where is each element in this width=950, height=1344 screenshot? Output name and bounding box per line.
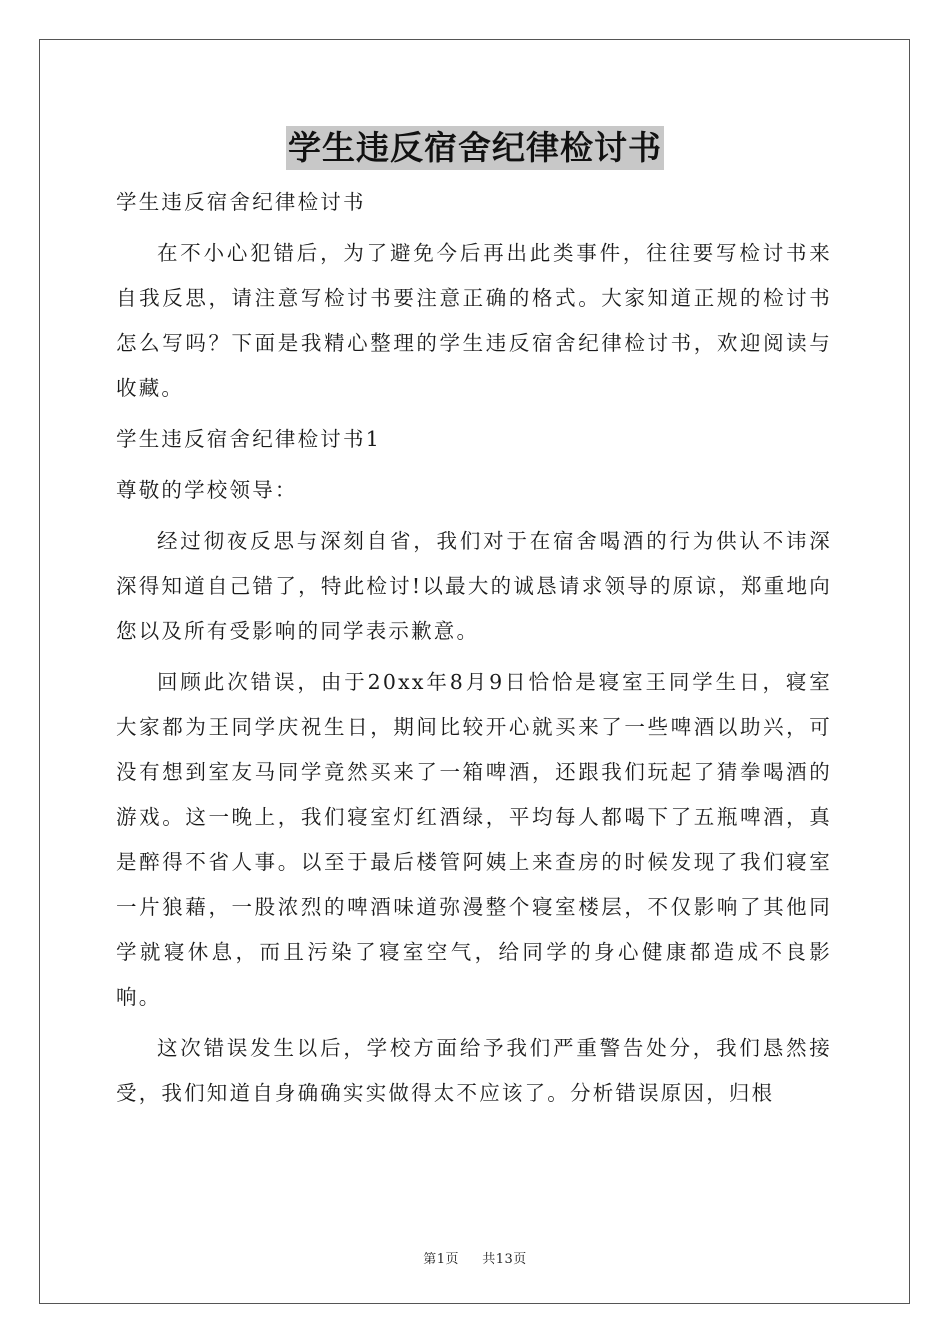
page-footer [0, 1248, 950, 1267]
paragraph: 这次错误发生以后，学校方面给予我们严重警告处分，我们恳然接受，我们知道自身确确实实做得太不应该了。分析错误原因，归根 [116, 1036, 832, 1105]
paragraph: 学生违反宿舍纪律检讨书 [116, 190, 366, 214]
document-body [116, 180, 832, 1122]
paragraph: 回顾此次错误，由于20xx年8月9日恰恰是寝室王同学生日，寝室大家都为王同学庆祝生日，期间比较开心就买来了一些啤酒以助兴，可没有想到室友马同学竟然买来了一箱啤酒，还跟我们玩起了猜拳喝酒的游戏。这一晚上，我们寝室灯红酒绿，平均每人都喝下了五瓶啤酒，真是醉得不省人事。以至于最后楼管阿姨上来查房的时候发现了我们寝室一片狼藉，一股浓烈的啤酒味道弥漫整个寝室楼层，不仅影响了其他同学就寝休息，而且污染了寝室空气，给同学的身心健康都造成不良影响。 [116, 670, 832, 1009]
paragraph: 尊敬的学校领导： [116, 478, 298, 502]
title-container [0, 126, 950, 170]
paragraph: 学生违反宿舍纪律检讨书1 [116, 427, 381, 451]
page-total: 共13页 [482, 1252, 527, 1267]
paragraph: 在不小心犯错后，为了避免今后再出此类事件，往往要写检讨书来自我反思，请注意写检讨书要注意正确的格式。大家知道正规的检讨书怎么写吗？下面是我精心整理的学生违反宿舍纪律检讨书，欢迎阅读与收藏。 [116, 241, 832, 400]
document-title: 学生违反宿舍纪律检讨书 [286, 126, 664, 170]
paragraph: 经过彻夜反思与深刻自省，我们对于在宿舍喝酒的行为供认不讳深深得知道自己错了，特此检讨!以最大的诚恳请求领导的原谅，郑重地向您以及所有受影响的同学表示歉意。 [116, 529, 832, 643]
page-number: 第1页 [423, 1252, 460, 1267]
